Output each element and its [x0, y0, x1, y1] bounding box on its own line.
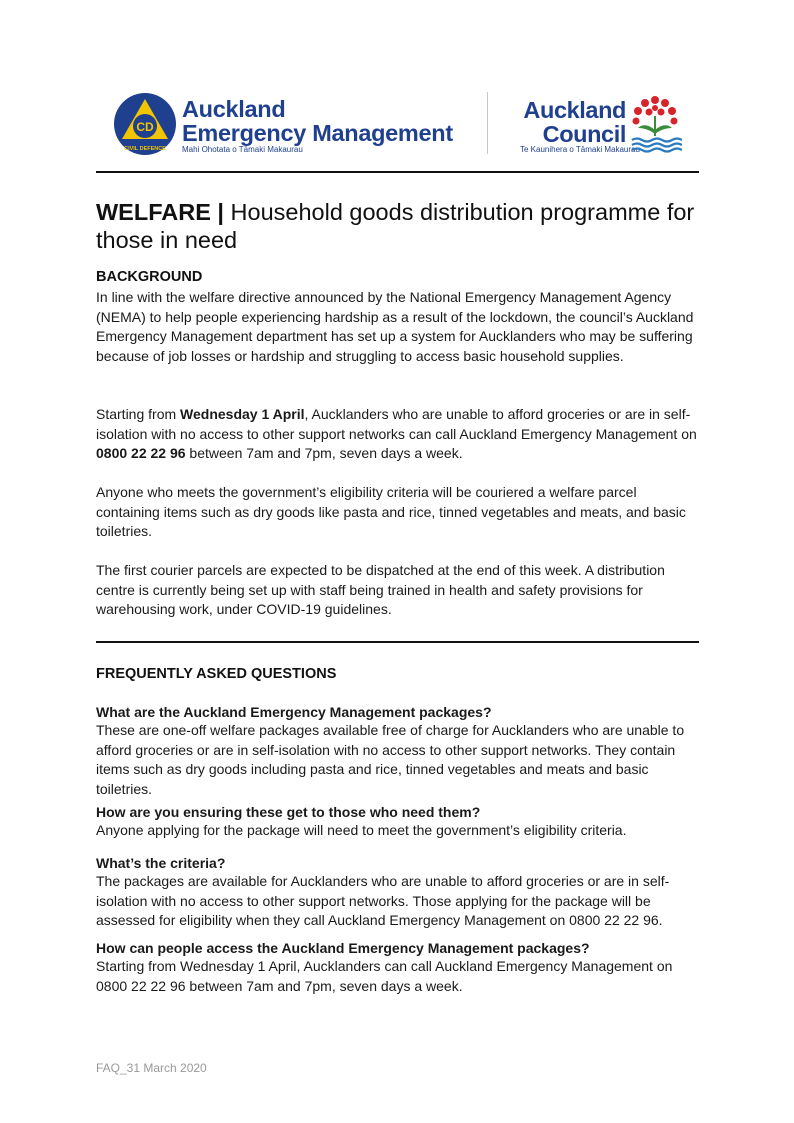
- faq-answer: Starting from Wednesday 1 April, Aucklanders can call Auckland Emergency Management on 0800 22 22 96 between 7am and 7pm, seven days a week.: [96, 958, 673, 994]
- aem-subtitle: Mahi Ohotata o Tāmaki Makaurau: [182, 145, 303, 154]
- background-heading: BACKGROUND: [96, 269, 203, 285]
- background-paragraph-1: In line with the welfare directive announced by the National Emergency Management Agency (NEMA) to help people experiencing hardship as a result of the lockdown, the council’s Auckland Emergency Management department has set up a system for Aucklanders who may be suffering because of job losses or hardship and struggling to access basic household supplies.: [96, 289, 694, 364]
- title-bold: WELFARE |: [96, 199, 224, 225]
- faq-answer: Anyone applying for the package will need to meet the government’s eligibility criteria.: [96, 822, 627, 838]
- header-rule: [96, 171, 699, 173]
- faq-answer: These are one-off welfare packages available free of charge for Aucklanders who are unable to afford groceries or are in self-isolation with no access to other support networks. They contain items such as dry goods including pasta and rice, tinned vegetables and meats and basic toiletries.: [96, 722, 685, 797]
- faq-question: How can people access the Auckland Emergency Management packages?: [96, 940, 590, 956]
- p2-text-a: Starting from: [96, 406, 181, 422]
- ac-title-line1: Auckland: [523, 97, 626, 123]
- faq-question: What are the Auckland Emergency Management packages?: [96, 704, 492, 720]
- badge-cd-text: CD: [136, 120, 154, 134]
- faq-answer: The packages are available for Aucklanders who are unable to afford groceries or are in self-isolation with no access to other support networks. Those applying for the package will be assessed for eligibility when they call Auckland Emergency Management on 0800 22 22 96.: [96, 873, 670, 928]
- aem-title-line1: Auckland: [182, 96, 286, 122]
- header-divider: [487, 92, 488, 154]
- badge-civil-defence-text: CIVIL DEFENCE: [124, 146, 166, 152]
- ac-subtitle: Te Kaunihera o Tāmaki Makaurau: [520, 145, 640, 154]
- footer-text: FAQ_31 March 2020: [96, 1061, 207, 1075]
- civil-defence-badge-logo: [113, 92, 177, 156]
- document-title: [96, 198, 706, 254]
- faq-question: What’s the criteria?: [96, 855, 226, 871]
- p2-phone: 0800 22 22 96: [96, 445, 186, 461]
- p2-date: Wednesday 1 April: [180, 406, 305, 422]
- aem-title-line2: Emergency Management: [182, 120, 453, 146]
- ac-wordmark: [516, 98, 626, 146]
- p2-text-e: between 7am and 7pm, seven days a week.: [185, 445, 463, 461]
- section-rule: [96, 641, 699, 643]
- background-paragraph-2: [96, 405, 702, 464]
- title-rest: Household goods distribution programme for those in need: [96, 199, 695, 253]
- faq-question: How are you ensuring these get to those who need them?: [96, 804, 481, 820]
- background-paragraph-4: The first courier parcels are expected to be dispatched at the end of this week. A distribution centre is currently being set up with staff being trained in health and safety provisions for warehousing work, under COVID-19 guidelines.: [96, 562, 665, 617]
- ac-title-line2: Council: [542, 121, 626, 147]
- faq-heading: FREQUENTLY ASKED QUESTIONS: [96, 666, 337, 682]
- background-paragraph-3: Anyone who meets the government’s eligibility criteria will be couriered a welfare parcel containing items such as dry goods like pasta and rice, tinned vegetables and meats, and basic toiletries.: [96, 484, 686, 539]
- aem-wordmark: [182, 97, 453, 145]
- p2-text-c: , Aucklanders who are unable to afford groceries or are in self-isolation with no access to other support networks can call Auckland Emergency Management on: [96, 406, 697, 442]
- pohutukawa-logo: [628, 94, 682, 154]
